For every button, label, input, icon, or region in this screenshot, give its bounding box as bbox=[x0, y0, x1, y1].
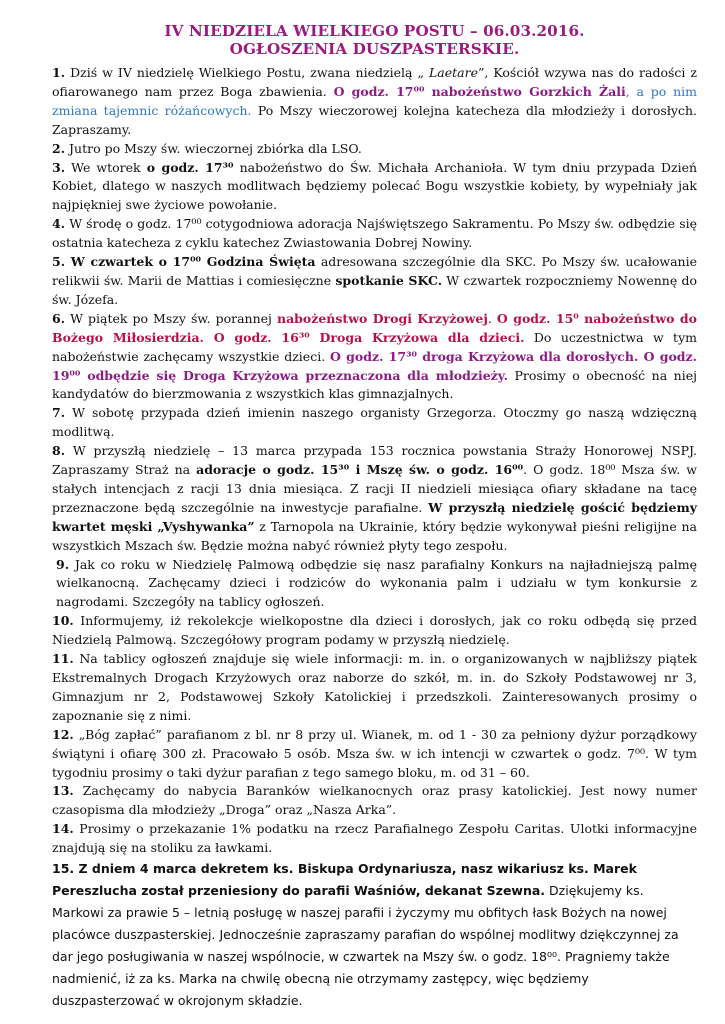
item-text-segment: O godz. 17⁰⁰ nabożeństwo Gorzkich Żali bbox=[333, 83, 626, 99]
item-number: 8. bbox=[52, 443, 66, 459]
item-number: 6. bbox=[52, 310, 66, 326]
item-text-segment: O godz. 17³⁰ droga Krzyżowa dla dorosłych. O godz. 19⁰⁰ odbędzie się Droga Krzyżowa przeznaczona dla młodzieży. bbox=[52, 348, 697, 383]
item-text-segment: W sobotę przypada dzień imienin naszego organisty Grzegorza. Otoczmy go naszą wdzięczną modlitwą. bbox=[52, 405, 697, 440]
item-text-segment: Jutro po Mszy św. wieczornej zbiórka dla LSO. bbox=[65, 140, 362, 156]
item-text-segment: Laetare bbox=[428, 65, 478, 80]
item-text-segment: adresowana szczególnie dla SKC. Po Mszy św. ucałowanie relikwii św. Marii de Mattias i comiesięczne bbox=[52, 254, 697, 288]
item-text-segment: W przyszłą niedzielę – 13 marca przypada 153 rocznica powstania Straży Honorowej NSPJ. Zapraszamy Straż na bbox=[52, 443, 697, 478]
item-text-segment: Prosimy o obecność na niej kandydatów do bierzmowania z wszystkich klas gimnazjalnych. bbox=[52, 367, 697, 402]
item-text-segment: Zachęcamy do nabycia Baranków wielkanocnych oraz prasy katolickiej. Jest nowy numer czasopisma dla młodzieży „Droga” oraz „Nasza Arka”. bbox=[52, 783, 697, 818]
item-number: 11. bbox=[52, 651, 74, 667]
item-text-segment: z Tarnopola na Ukrainie, który będzie wykonywał pieśni religijne na wszystkich Mszach św. Będzie można nabyć również płyty tego zespołu. bbox=[52, 518, 697, 553]
item-text-segment: . O godz. 18⁰⁰ Msza św. w stałych intencjach z racji 13 dnia miesiąca. Z racji II niedzieli miesiąca ofiary składane na tacę przeznaczone będą szczególnie na inwestycje parafialne. bbox=[52, 462, 697, 515]
item-text-segment: W piątek po Mszy św. porannej bbox=[65, 310, 277, 326]
announcement-item-6 bbox=[52, 310, 697, 405]
item-bold-text: Z dniem 4 marca dekretem ks. Biskupa Ordynariusza, nasz wikariusz ks. Marek Pereszlucha został przeniesiony do parafii Waśniów, dekanat Szewna. bbox=[52, 861, 637, 899]
title-line-2: OGŁOSZENIA DUSZPASTERSKIE. bbox=[229, 40, 520, 58]
item-number: 7. bbox=[52, 405, 66, 421]
announcement-item-1 bbox=[52, 64, 697, 140]
announcement-item-15 bbox=[52, 858, 697, 1012]
item-text-segment: Informujemy, iż rekolekcje wielkopostne dla dzieci i dorosłych, jak co roku odbędą się przed Niedzielą Palmową. Szczegółowy program podamy w przyszłą niedzielę. bbox=[52, 613, 697, 648]
item-text-segment: Prosimy o przekazanie 1% podatku na rzecz Parafialnego Zespołu Caritas. Ulotki informacyjne znajdują się na stoliku za ławkami. bbox=[52, 821, 697, 856]
announcement-item-2 bbox=[52, 140, 697, 159]
item-number: 10. bbox=[52, 613, 74, 629]
item-text-segment: W czwartek rozpoczniemy Nowennę do św. Józefa. bbox=[52, 272, 697, 307]
item-text-segment: adoracje o godz. 15³⁰ i Mszę św. o godz. 16⁰⁰ bbox=[196, 462, 524, 478]
document-title bbox=[52, 22, 697, 58]
announcement-item-4 bbox=[52, 215, 697, 253]
announcement-item-14 bbox=[52, 820, 697, 858]
announcement-item-12 bbox=[52, 726, 697, 783]
item-text-segment: , a po nim zmiana tajemnic różańcowych. bbox=[52, 83, 697, 118]
item-number: 5. bbox=[52, 254, 66, 270]
item-text-segment: nabożeństwo do Św. Michała Archanioła. W tym dniu przypada Dzień Kobiet, dlatego w naszych modlitwach będziemy polecać Bogu wszystkie kobiety, by wypełniały jak najpiękniej swe życiowe powołanie. bbox=[52, 159, 698, 213]
item-number: 1. bbox=[52, 65, 66, 80]
item-number: 9. bbox=[56, 556, 70, 572]
item-text-segment: Po Mszy wieczorowej kolejna katecheza dla młodzieży i dorosłych. Zapraszamy. bbox=[52, 102, 697, 137]
announcement-list bbox=[52, 64, 697, 858]
item-number: 14. bbox=[52, 821, 74, 837]
item-text-segment: Dziś w IV niedzielę Wielkiego Postu, zwana niedzielą „ bbox=[65, 65, 429, 80]
announcement-item-7 bbox=[52, 404, 697, 442]
announcement-item-10 bbox=[52, 612, 697, 650]
item-text-segment: ”, Kościół wzywa nas do radości z ofiarowanego nam przez Boga zbawienia. bbox=[52, 65, 698, 99]
item-text-segment: W przyszłą niedzielę gościć będziemy kwartet męski „Vyshywanka” bbox=[52, 499, 697, 534]
item-text-segment: W czwartek o 17⁰⁰ Godzina Święta bbox=[65, 254, 316, 270]
item-number: 2. bbox=[52, 140, 66, 156]
announcement-item-3 bbox=[52, 159, 697, 216]
item-text-segment: Do uczestnictwa w tym nabożeństwie zachęcamy wszystkie dzieci. bbox=[52, 329, 697, 364]
announcement-item-13 bbox=[52, 782, 697, 820]
item-number: 12. bbox=[52, 726, 74, 742]
item-text-segment: W środę o godz. 17⁰⁰ cotygodniowa adoracja Najświętszego Sakramentu. Po Mszy św. odbędzie się ostatnia katecheza z cyklu katechez Zwiastowania Dobrej Nowiny. bbox=[52, 216, 697, 251]
item-text-segment: o godz. 17³⁰ bbox=[146, 159, 234, 175]
item-number: 4. bbox=[52, 216, 66, 232]
announcement-item-5 bbox=[52, 253, 697, 310]
item-text-segment: nabożeństwo Drogi Krzyżowej bbox=[276, 310, 488, 326]
item-text-segment: Na tablicy ogłoszeń znajduje się wiele informacji: m. in. o organizowanych w najbliższy piątek Ekstremalnych Drogach Krzyżowych oraz naborze do szkół, m. in. do Szkoły Podstawowej nr 3, Gimnazjum nr 2, Podstawowej Szkoły Katolickiej i przedszkoli. Zainteresowanych prosimy o zapoznanie się z nimi. bbox=[52, 651, 697, 723]
announcement-item-8 bbox=[52, 442, 697, 555]
item-text-segment: spotkanie SKC. bbox=[335, 272, 443, 288]
item-number: 13. bbox=[52, 783, 74, 799]
item-text-segment: We wtorek bbox=[65, 159, 147, 175]
item-text-segment: O godz. 15⁰ nabożeństwo do Bożego Miłosierdzia. O godz. 16³⁰ Droga Krzyżowa dla dzieci. bbox=[52, 310, 697, 345]
item-number: 3. bbox=[52, 159, 66, 175]
title-line-1: IV NIEDZIELA WIELKIEGO POSTU – 06.03.2016. bbox=[164, 22, 585, 40]
announcement-item-9 bbox=[52, 556, 697, 613]
item-text-segment: Jak co roku w Niedzielę Palmową odbędzie się nasz parafialny Konkurs na najładniejszą palmę wielkanocną. Zachęcamy dzieci i rodziców do wykonania palm i udziału w tym konkursie z nagrodami. Szczegóły na tablicy ogłoszeń. bbox=[56, 556, 697, 610]
item-text-segment: . bbox=[487, 310, 497, 326]
item-text: Dziękujemy ks. Markowi za prawie 5 – letnią posługę w naszej parafii i życzymy mu obfitych łask Bożych na nowej placówce duszpasterskiej. Jednocześnie zapraszamy parafian do wspólnej modlitwy dziękczynnej za dar jego posługiwania w naszej wspólnocie, w czwartek na Mszy św. o godz. 18⁰⁰. Pragniemy także nadmienić, iż za ks. Marka na chwilę obecną nie otrzymamy zastępcy, więc będziemy duszpasterzować w okrojonym składzie. bbox=[52, 883, 679, 1009]
item-text-segment: „Bóg zapłać” parafianom z bl. nr 8 przy ul. Wianek, m. od 1 - 30 za pełniony dyżur porządkowy świątyni i ofiarę 300 zł. Pracowało 5 osób. Msza św. w ich intencji w czwartek o godz. 7⁰⁰. W tym tygodniu prosimy o taki dyżur parafian z tego samego bloku, m. od 31 – 60. bbox=[52, 726, 697, 780]
announcement-item-11 bbox=[52, 650, 697, 726]
item-number: 15. bbox=[52, 861, 75, 877]
